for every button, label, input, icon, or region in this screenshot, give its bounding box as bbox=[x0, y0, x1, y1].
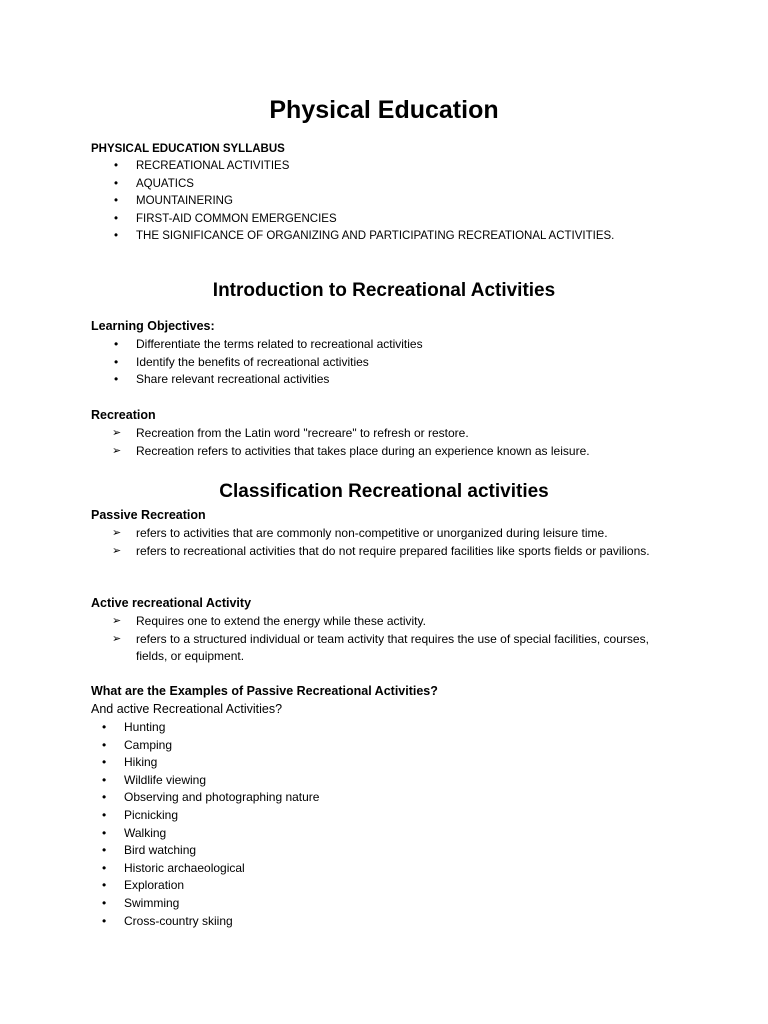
objectives-list bbox=[114, 336, 423, 389]
list-item: • Hiking bbox=[124, 754, 319, 772]
intro-section-title: Introduction to Recreational Activities bbox=[212, 280, 556, 301]
bullet-marker: • bbox=[102, 737, 107, 752]
examples-list bbox=[102, 719, 320, 930]
recreation-heading: Recreation bbox=[91, 408, 156, 422]
list-item: • Observing and photographing nature bbox=[124, 789, 319, 807]
recreation-list bbox=[112, 425, 590, 460]
list-item: • Historic archaeological bbox=[124, 860, 319, 878]
document-title: Physical Education bbox=[269, 96, 499, 124]
syllabus-list bbox=[114, 158, 615, 246]
bullet-marker: • bbox=[102, 895, 107, 910]
objectives-heading: Learning Objectives: bbox=[91, 319, 215, 333]
arrow-marker: ➢ bbox=[112, 527, 122, 539]
syllabus-heading: PHYSICAL EDUCATION SYLLABUS bbox=[91, 143, 285, 155]
classification-section-title: Classification Recreational activities bbox=[219, 481, 549, 502]
list-item: • MOUNTAINERING bbox=[136, 193, 614, 211]
bullet-marker: • bbox=[114, 372, 119, 387]
list-item: • AQUATICS bbox=[136, 176, 614, 194]
list-item: ➢ refers to recreational activities that do not require prepared facilities like sports fields or pavilions. bbox=[136, 543, 656, 561]
list-item: ➢ Requires one to extend the energy while these activity. bbox=[136, 613, 656, 631]
list-item: • Hunting bbox=[124, 719, 319, 737]
bullet-marker: • bbox=[102, 772, 107, 787]
bullet-marker: • bbox=[114, 160, 119, 172]
list-item: • Cross-country skiing bbox=[124, 913, 319, 931]
bullet-marker: • bbox=[114, 177, 119, 190]
list-item: • Picnicking bbox=[124, 807, 319, 825]
active-heading: Active recreational Activity bbox=[91, 596, 252, 610]
list-item: • Swimming bbox=[124, 895, 319, 913]
bullet-marker: • bbox=[102, 720, 107, 734]
list-item: • Camping bbox=[124, 737, 319, 755]
arrow-marker: ➢ bbox=[112, 427, 122, 439]
list-item: ➢ refers to activities that are commonly non-competitive or unorganized during leisure time. bbox=[136, 525, 656, 543]
list-item: • Share relevant recreational activities bbox=[136, 371, 423, 389]
list-item: ➢ Recreation refers to activities that takes place during an experience known as leisure. bbox=[136, 443, 590, 461]
bullet-marker: • bbox=[114, 195, 119, 208]
bullet-marker: • bbox=[102, 755, 107, 770]
bullet-marker: • bbox=[114, 354, 119, 369]
bullet-marker: • bbox=[102, 878, 107, 893]
list-item: • RECREATIONAL ACTIVITIES bbox=[136, 158, 614, 176]
arrow-marker: ➢ bbox=[112, 544, 122, 557]
arrow-marker: ➢ bbox=[112, 444, 122, 457]
arrow-marker: ➢ bbox=[112, 615, 122, 627]
list-item: • Bird watching bbox=[124, 842, 319, 860]
passive-list bbox=[112, 525, 656, 560]
list-item: ➢ refers to a structured individual or team activity that requires the use of special facilities, courses, fields, or equipment. bbox=[112, 631, 649, 664]
arrow-marker: ➢ bbox=[112, 632, 122, 645]
bullet-marker: • bbox=[102, 913, 107, 928]
bullet-marker: • bbox=[114, 337, 119, 351]
bullet-marker: • bbox=[114, 230, 119, 243]
bullet-marker: • bbox=[102, 843, 107, 858]
list-item: • Exploration bbox=[124, 877, 319, 895]
passive-heading: Passive Recreation bbox=[91, 508, 206, 522]
bullet-marker: • bbox=[114, 212, 119, 225]
list-item: • THE SIGNIFICANCE OF ORGANIZING AND PARTICIPATING RECREATIONAL ACTIVITIES. bbox=[136, 228, 614, 246]
bullet-marker: • bbox=[102, 807, 107, 822]
list-item: ➢ Recreation from the Latin word "recreare" to refresh or restore. bbox=[136, 425, 590, 443]
list-item: • Wildlife viewing bbox=[124, 772, 319, 790]
list-item: • FIRST-AID COMMON EMERGENCIES bbox=[136, 211, 614, 229]
bullet-marker: • bbox=[102, 860, 107, 875]
active-list bbox=[112, 613, 656, 666]
list-item: • Differentiate the terms related to recreational activities bbox=[136, 336, 423, 354]
examples-subquestion: And active Recreational Activities? bbox=[91, 702, 283, 716]
examples-question: What are the Examples of Passive Recreational Activities? bbox=[91, 684, 438, 698]
list-item: • Walking bbox=[124, 825, 319, 843]
bullet-marker: • bbox=[102, 825, 107, 840]
list-item: • Identify the benefits of recreational activities bbox=[136, 354, 423, 372]
bullet-marker: • bbox=[102, 790, 107, 805]
